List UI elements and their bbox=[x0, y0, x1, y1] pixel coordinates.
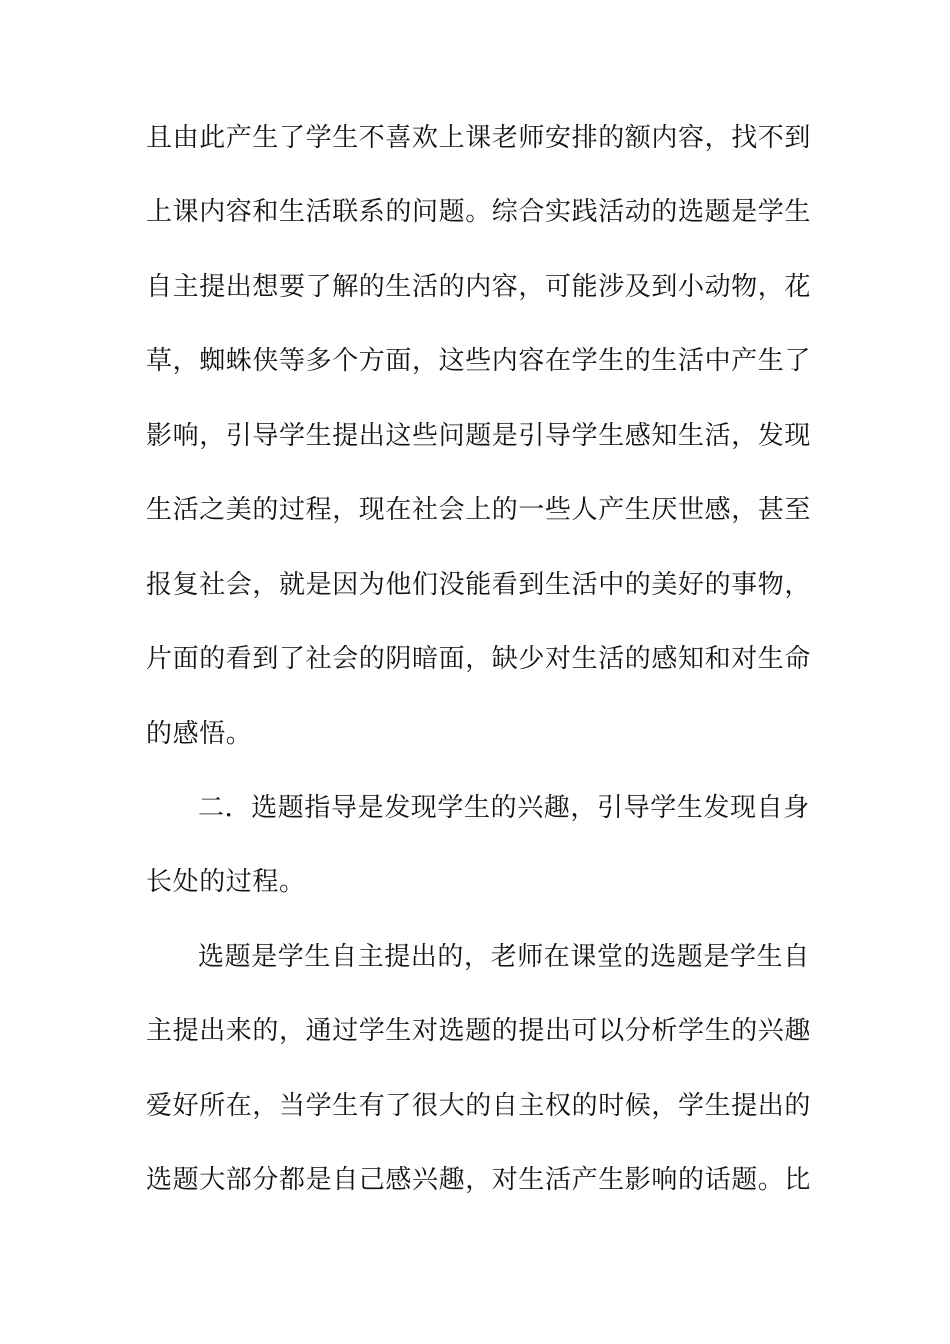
text-line: 选题大部分都是自己感兴趣，对生活产生影响的话题。比 bbox=[146, 1165, 812, 1195]
text-line: 的感悟。 bbox=[146, 719, 253, 749]
text-line: 自主提出想要了解的生活的内容，可能涉及到小动物，花 bbox=[146, 272, 812, 302]
text-line: 生活之美的过程，现在社会上的一些人产生厌世感，甚至 bbox=[146, 495, 812, 525]
text-line: 上课内容和生活联系的问题。综合实践活动的选题是学生 bbox=[146, 197, 812, 227]
text-line: 且由此产生了学生不喜欢上课老师安排的额内容，找不到 bbox=[146, 123, 812, 153]
text-line: 爱好所在，当学生有了很大的自主权的时候，学生提出的 bbox=[146, 1091, 812, 1121]
text-line: 影响，引导学生提出这些问题是引导学生感知生活，发现 bbox=[146, 421, 812, 451]
paragraph-first-line: 选题是学生自主提出的，老师在课堂的选题是学生自 bbox=[198, 942, 810, 972]
text-line: 主提出来的，通过学生对选题的提出可以分析学生的兴趣 bbox=[146, 1016, 812, 1046]
text-line: 报复社会，就是因为他们没能看到生活中的美好的事物， bbox=[146, 570, 812, 600]
text-line: 长处的过程。 bbox=[146, 867, 306, 897]
section-heading: 二．选题指导是发现学生的兴趣，引导学生发现自身 bbox=[198, 793, 810, 823]
text-line: 片面的看到了社会的阴暗面，缺少对生活的感知和对生命 bbox=[146, 644, 812, 674]
text-line: 草，蜘蛛侠等多个方面，这些内容在学生的生活中产生了 bbox=[146, 346, 812, 376]
